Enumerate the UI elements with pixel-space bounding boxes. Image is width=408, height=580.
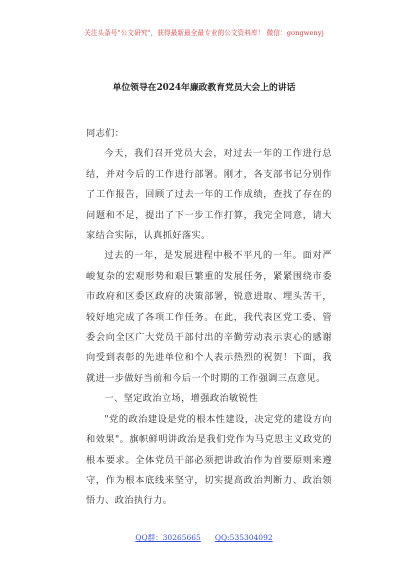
document-title: 单位领导在2024年廉政教育党员大会上的讲话 — [112, 83, 296, 93]
footer-contacts — [0, 532, 408, 543]
salutation: 同志们： — [86, 128, 125, 139]
paragraph-2: 过去的一年，是发展进程中极不平凡的一年。面对严峻复杂的宏观形势和艰巨繁重的发展任务，紧紧围绕市委市政府和区委区政府的决策部署，锐意进取、埋头苦干，较好地完成了各项工作任务。在此，我代表区党工委、管委会向全区广大党员干部付出的辛勤劳动表示衷心的感谢向受到表彰的先进单位和个人表示热烈的祝贺！下面，我就进一步做好当前和今后一个时期的工作强调三点意见。 — [86, 250, 332, 384]
qq-group-link[interactable]: QQ群：30265665 — [135, 533, 201, 542]
paragraph-1: 今天，我们召开党员大会，对过去一年的工作进行总结，并对今后的工作进行部署。刚才，各支部书记分别作了工作报告，回顾了过去一年的工作成绩，查找了存在的问题和不足，提出了下一步工作打算，我完全同意，请大家结合实际，认真抓好落实。 — [86, 148, 332, 242]
section-heading-1: 一、坚定政治立场，增强政治敏锐性 — [104, 393, 258, 405]
promo-banner: 关注头条号"公文研究"，获得最新最全最专业的公文资料库！ 微信：gongwenyj — [84, 29, 324, 37]
document-body — [86, 124, 332, 512]
qq-contact-link[interactable]: QQ:535304092 — [214, 533, 273, 542]
paragraph-3: "党的政治建设是党的根本性建设，决定党的建设方向和效果"。旗帜鲜明讲政治是我们党作为马克思主义政党的根本要求。全体党员干部必须把讲政治作为首要原则来遵守，作为根本底线来坚守，切实提高政治判断力、政治领悟力、政治执行力。 — [86, 413, 332, 507]
